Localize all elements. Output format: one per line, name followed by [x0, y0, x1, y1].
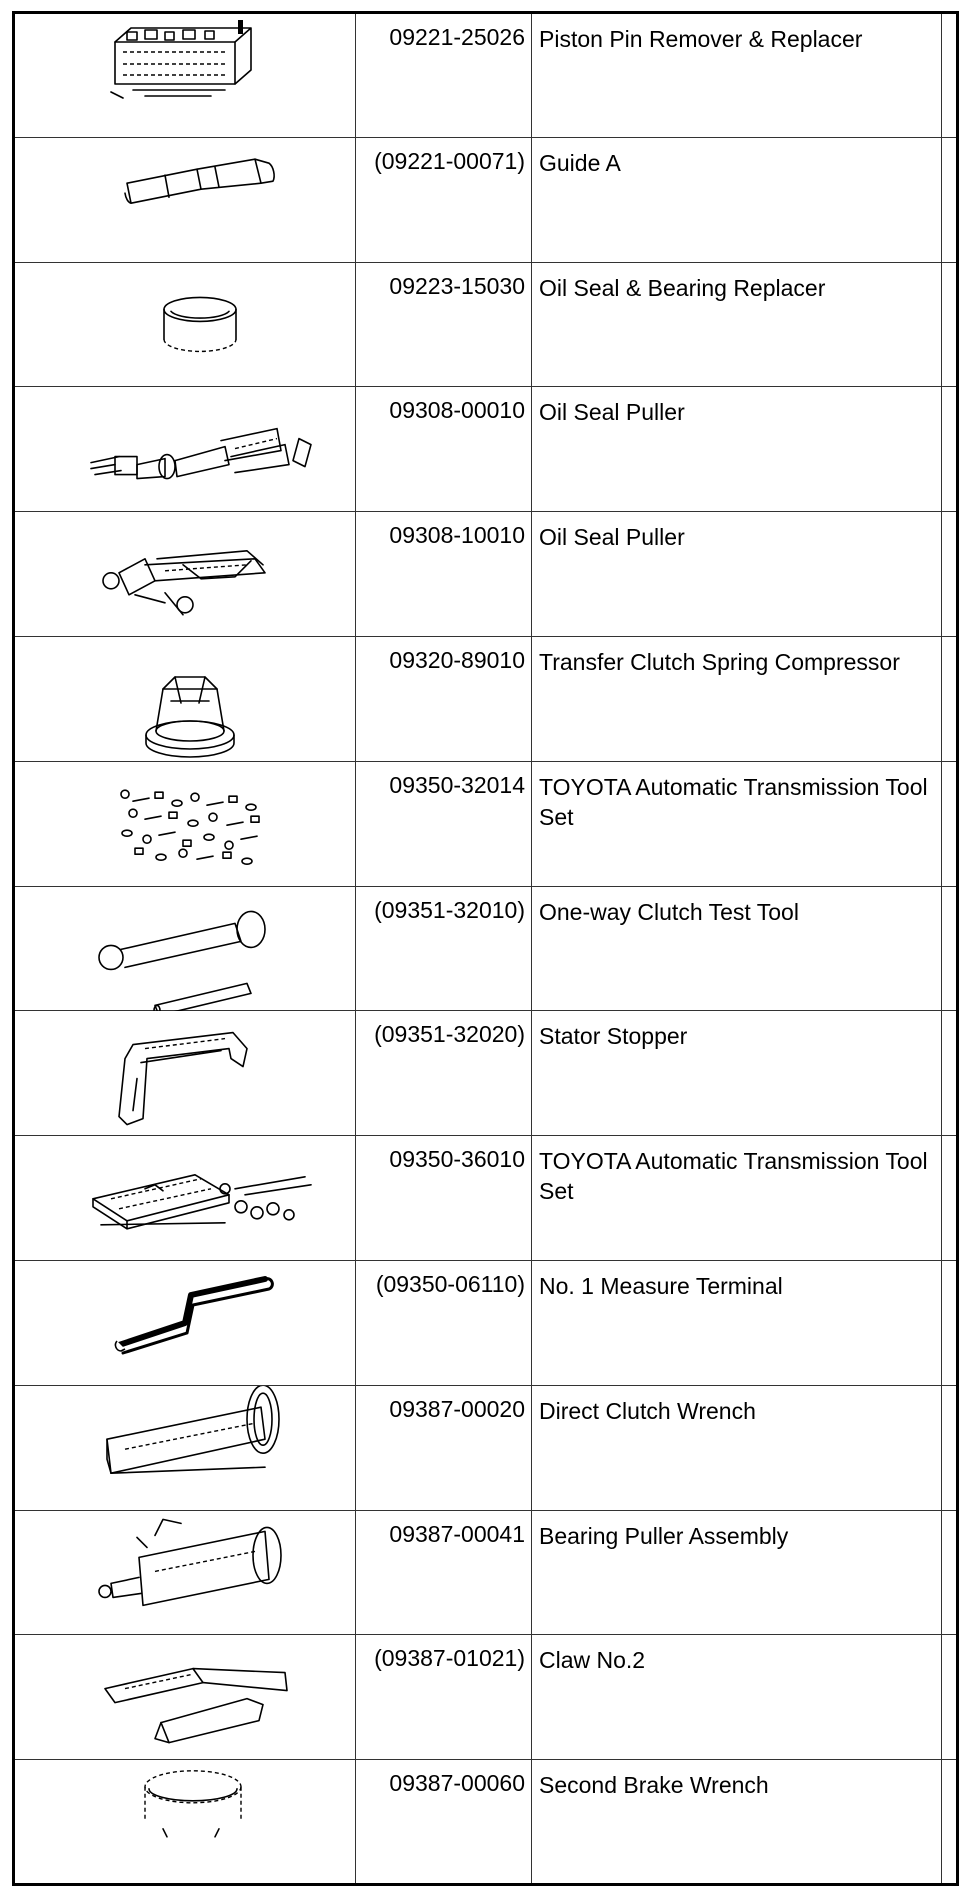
slide-puller-icon [15, 387, 357, 511]
tool-number: 09350-36010 [356, 1136, 532, 1261]
tool-name: Transfer Clutch Spring Compressor [532, 636, 942, 761]
table-row [14, 1385, 958, 1510]
tool-set-icon [15, 762, 357, 886]
remarks-cell [942, 512, 958, 637]
tool-illustration-cell [14, 262, 356, 387]
remarks-cell [942, 13, 958, 138]
remarks-cell [942, 636, 958, 761]
tool-illustration-cell [14, 1510, 356, 1635]
table-row [14, 1260, 958, 1385]
tool-illustration-cell [14, 1385, 356, 1510]
tool-illustration-cell [14, 1260, 356, 1385]
tool-number: (09351-32020) [356, 1011, 532, 1136]
tool-illustration-cell [14, 886, 356, 1011]
remarks-cell [942, 1385, 958, 1510]
remarks-cell [942, 1635, 958, 1760]
tool-name: Bearing Puller Assembly [532, 1510, 942, 1635]
tool-number: (09221-00071) [356, 137, 532, 262]
remarks-cell [942, 387, 958, 512]
table-row [14, 137, 958, 262]
tool-name: Direct Clutch Wrench [532, 1385, 942, 1510]
remarks-cell [942, 1011, 958, 1136]
remarks-cell [942, 761, 958, 886]
tool-name: No. 1 Measure Terminal [532, 1260, 942, 1385]
tool-name: TOYOTA Automatic Transmission Tool Set [532, 761, 942, 886]
tool-name: TOYOTA Automatic Transmission Tool Set [532, 1136, 942, 1261]
tool-illustration-cell [14, 761, 356, 886]
tool-name: Oil Seal Puller [532, 387, 942, 512]
piston-pin-kit-icon [15, 14, 357, 138]
clutch-wrench-icon [15, 1386, 357, 1510]
tool-name: Stator Stopper [532, 1011, 942, 1136]
tool-number: 09387-00060 [356, 1760, 532, 1885]
tool-number: 09387-00020 [356, 1385, 532, 1510]
tool-illustration-cell [14, 1011, 356, 1136]
ring-replacer-icon [15, 263, 357, 387]
tool-number: (09387-01021) [356, 1635, 532, 1760]
tool-name: Guide A [532, 137, 942, 262]
tool-illustration-cell [14, 137, 356, 262]
tool-number: 09308-00010 [356, 387, 532, 512]
table-row [14, 1760, 958, 1885]
special-tools-table [12, 11, 959, 1886]
remarks-cell [942, 886, 958, 1011]
table-row [14, 1011, 958, 1136]
tool-number: 09221-25026 [356, 13, 532, 138]
tool-number: 09308-10010 [356, 512, 532, 637]
tool-name: One-way Clutch Test Tool [532, 886, 942, 1011]
tool-name: Second Brake Wrench [532, 1760, 942, 1885]
table-row [14, 1136, 958, 1261]
table-row [14, 1510, 958, 1635]
table-row [14, 13, 958, 138]
spring-compressor-icon [15, 637, 357, 761]
claw-icon [15, 1635, 357, 1759]
tool-illustration-cell [14, 387, 356, 512]
tool-illustration-cell [14, 636, 356, 761]
table-row [14, 761, 958, 886]
tool-illustration-cell [14, 512, 356, 637]
remarks-cell [942, 1260, 958, 1385]
tool-number: 09350-32014 [356, 761, 532, 886]
clutch-test-tool-icon [15, 887, 357, 1011]
table-row [14, 886, 958, 1011]
remarks-cell [942, 137, 958, 262]
special-tools-body [14, 13, 958, 1885]
jaw-puller-icon [15, 512, 357, 636]
remarks-cell [942, 1136, 958, 1261]
remarks-cell [942, 1510, 958, 1635]
tool-illustration-cell [14, 1136, 356, 1261]
tool-illustration-cell [14, 1635, 356, 1760]
measure-terminal-icon [15, 1261, 357, 1385]
tool-case-icon [15, 1136, 357, 1260]
tool-illustration-cell [14, 13, 356, 138]
table-row [14, 636, 958, 761]
guide-pin-icon [15, 138, 357, 262]
table-row [14, 262, 958, 387]
remarks-cell [942, 262, 958, 387]
tool-name: Oil Seal Puller [532, 512, 942, 637]
remarks-cell [942, 1760, 958, 1885]
tool-number: 09223-15030 [356, 262, 532, 387]
brake-wrench-icon [15, 1760, 357, 1884]
table-row [14, 387, 958, 512]
table-row [14, 512, 958, 637]
tool-name: Claw No.2 [532, 1635, 942, 1760]
tool-illustration-cell [14, 1760, 356, 1885]
tool-name: Piston Pin Remover & Replacer [532, 13, 942, 138]
stator-stopper-icon [15, 1011, 357, 1135]
tool-number: 09320-89010 [356, 636, 532, 761]
tool-name: Oil Seal & Bearing Replacer [532, 262, 942, 387]
table-row [14, 1635, 958, 1760]
tool-number: (09351-32010) [356, 886, 532, 1011]
bearing-puller-icon [15, 1511, 357, 1635]
tool-number: 09387-00041 [356, 1510, 532, 1635]
tool-number: (09350-06110) [356, 1260, 532, 1385]
